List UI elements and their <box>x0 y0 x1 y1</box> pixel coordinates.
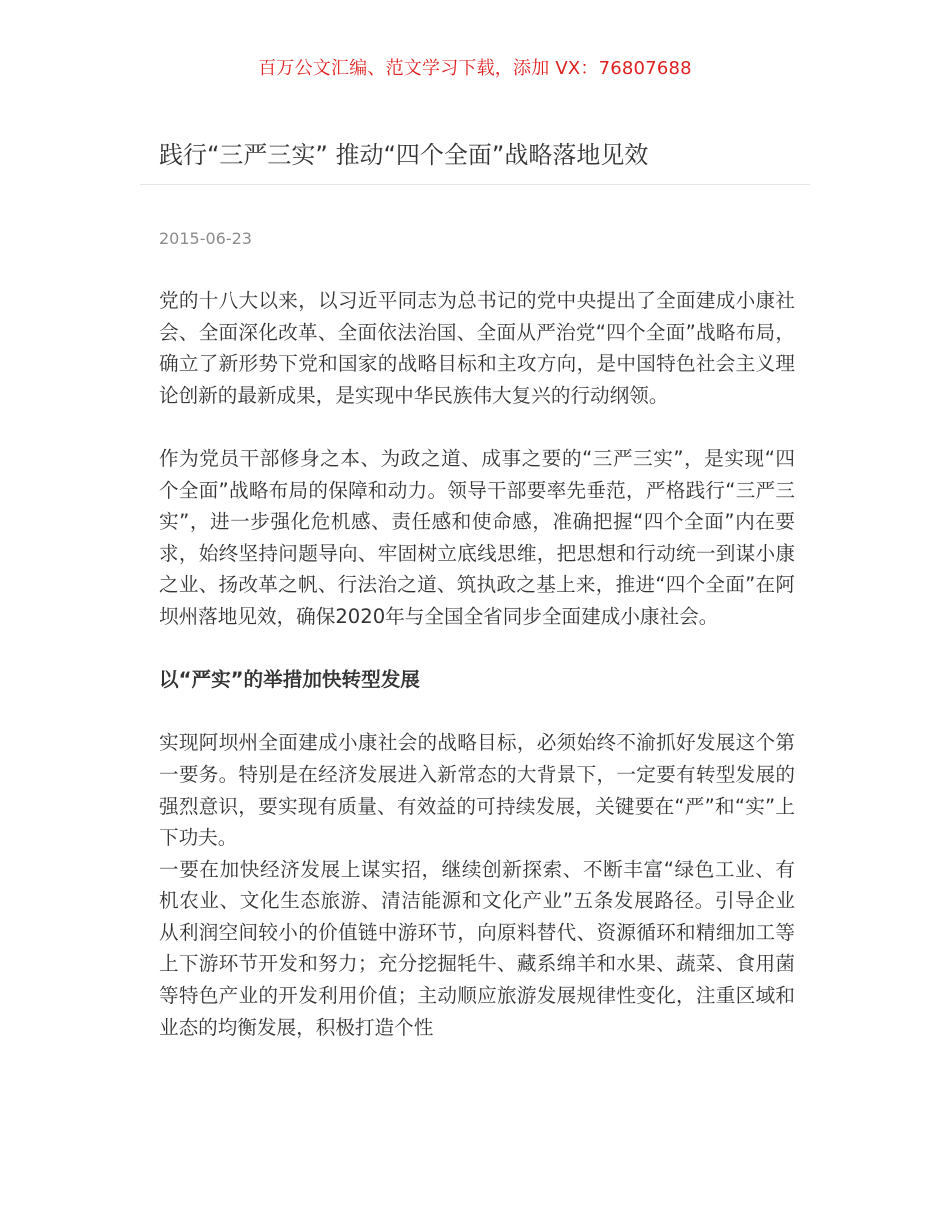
article-body <box>159 285 795 1043</box>
title-divider <box>140 184 810 185</box>
paragraph-gap <box>159 633 795 665</box>
article-date: 2015-06-23 <box>159 229 252 248</box>
paragraph-2-tail: 年与全国全省同步全面建成小康社会。 <box>385 604 719 628</box>
paragraph-4: 一要在加快经济发展上谋实招，继续创新探索、不断丰富“绿色工业、有机农业、文化生态旅游、清洁能源和文化产业”五条发展路径。引导企业从利润空间较小的价值链中游环节，向原料替代、资源循环和精细加工等上下游环节开发和努力；充分挖掘牦牛、藏系绵羊和水果、蔬菜、食用菌等特色产业的开发利用价值；主动顺应旅游发展规律性变化，注重区域和业态的均衡发展，积极打造个性 <box>159 857 795 1039</box>
watermark-banner: 百万公文汇编、范文学习下载，添加 VX：76807688 <box>258 58 692 79</box>
paragraph-2 <box>159 443 795 633</box>
article-title: 践行“三严三实” 推动“四个全面”战略落地见效 <box>159 141 649 169</box>
paragraph-gap <box>159 696 795 728</box>
paragraph-gap <box>159 411 795 443</box>
paragraph-2-main: 作为党员干部修身之本、为政之道、成事之要的“三严三实”，是实现“四个全面”战略布局的保障和动力。领导干部要率先垂范，严格践行“三严三实”，进一步强化危机感、责任感和使命感，准确把握“四个全面”内在要求，始终坚持问题导向、牢固树立底线思维，把思想和行动统一到谋小康之业、扬改革之帆、行法治之道、筑执政之基上来，推进“四个全面”在阿坝州落地见效，确保2020 <box>159 446 795 628</box>
paragraph-1: 党的十八大以来，以习近平同志为总书记的党中央提出了全面建成小康社会、全面深化改革、全面依法治国、全面从严治党“四个全面”战略布局，确立了新形势下党和国家的战略目标和主攻方向，是中国特色社会主义理论创新的最新成果，是实现中华民族伟大复兴的行动纲领。 <box>159 289 795 407</box>
section-heading: 以“严实”的举措加快转型发展 <box>159 668 420 692</box>
paragraph-3: 实现阿坝州全面建成小康社会的战略目标，必须始终不渝抓好发展这个第一要务。特别是在经济发展进入新常态的大背景下，一定要有转型发展的强烈意识，要实现有质量、有效益的可持续发展，关键要在“严”和“实”上下功夫。 <box>159 731 795 850</box>
